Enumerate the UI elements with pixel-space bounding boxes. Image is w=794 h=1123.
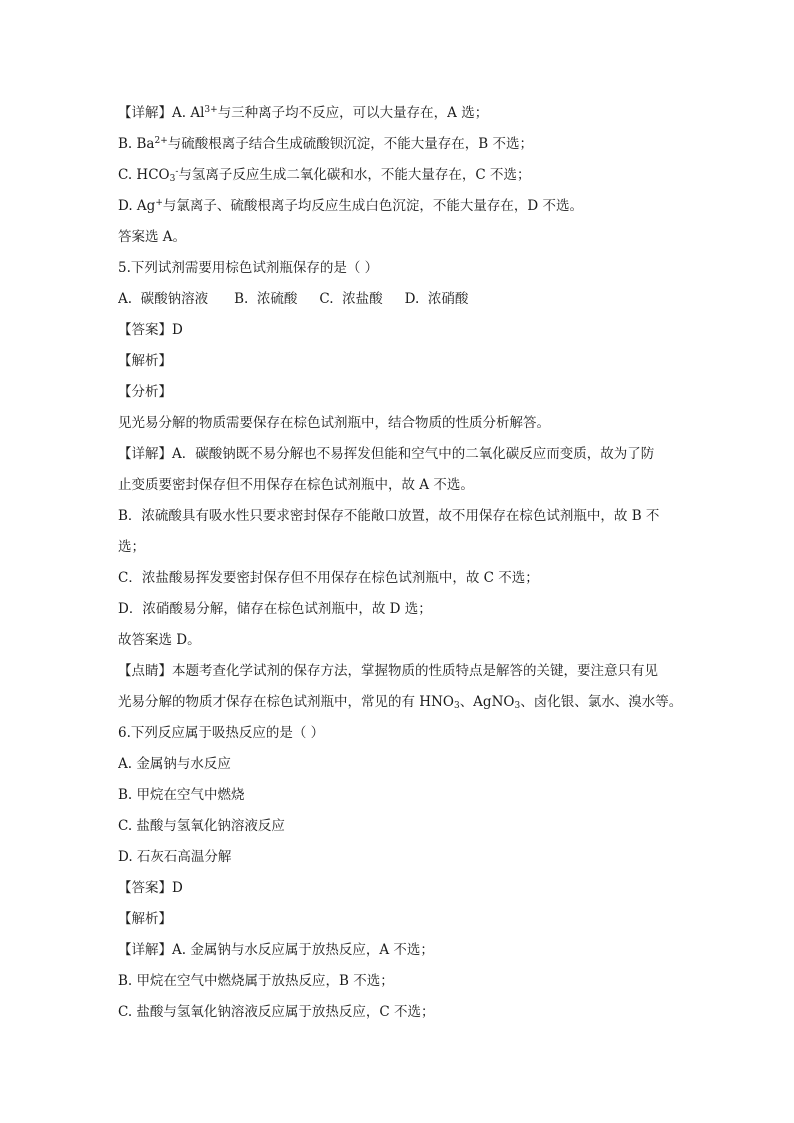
option-c: C. 浓盐酸 <box>319 291 383 307</box>
document-body <box>118 98 684 1028</box>
text-line <box>118 687 684 718</box>
option-c: C. 盐酸与氢氧化钠溶液反应 <box>118 818 285 834</box>
option-d: D. 浓硝酸 <box>404 291 469 307</box>
text-line <box>118 98 684 129</box>
analysis-label: 【解析】 <box>118 353 172 369</box>
text-run: C. HCO <box>118 167 170 183</box>
text-run: 光易分解的物质才保存在棕色试剂瓶中，常见的有 HNO <box>118 694 454 710</box>
text-line: 见光易分解的物质需要保存在棕色试剂瓶中，结合物质的性质分析解答。 <box>118 415 550 431</box>
text-line: 止变质要密封保存但不用保存在棕色试剂瓶中，故 A 不选。 <box>118 477 474 493</box>
text-line: C. 盐酸与氢氧化钠溶液反应属于放热反应，C 不选； <box>118 1004 435 1020</box>
option-b: B. 甲烷在空气中燃烧 <box>118 787 245 803</box>
text-run: 【详解】A. Al <box>118 105 205 121</box>
text-run: 、卤化银、氯水、溴水等。 <box>520 694 683 710</box>
text-run: 、AgNO <box>459 694 515 710</box>
text-line: D．浓硝酸易分解，储存在棕色试剂瓶中，故 D 选； <box>118 601 432 617</box>
superscript: - <box>175 167 179 177</box>
option-d: D. 石灰石高温分解 <box>118 849 232 865</box>
option-a: A. 碳酸钠溶液 <box>118 291 209 307</box>
text-line: B. 甲烷在空气中燃烧属于放热反应，B 不选； <box>118 973 394 989</box>
subscript: 3 <box>514 701 521 711</box>
answer-summary: 答案选 A。 <box>118 229 187 245</box>
answer-label: 【答案】D <box>118 322 183 338</box>
text-line: B．浓硫酸具有吸水性只要求密封保存不能敞口放置，故不用保存在棕色试剂瓶中，故 B 不 <box>118 508 660 524</box>
text-run: B. Ba <box>118 136 155 152</box>
text-line <box>118 191 684 222</box>
text-run: 与氢离子反应生成二氧化碳和水，不能大量存在，C 不选； <box>178 167 531 183</box>
text-line <box>118 129 684 160</box>
text-line: 故答案选 D。 <box>118 632 201 648</box>
superscript: + <box>155 198 163 208</box>
text-run: 与氯离子、硫酸根离子均反应生成白色沉淀，不能大量存在，D 不选。 <box>162 198 583 214</box>
text-line: 【详解】A．碳酸钠既不易分解也不易挥发但能和空气中的二氧化碳反应而变质，故为了防 <box>118 446 655 462</box>
text-line: 选； <box>118 539 145 555</box>
subscript: 3 <box>453 701 460 711</box>
text-line: 【详解】A. 金属钠与水反应属于放热反应，A 不选； <box>118 942 434 958</box>
question-5-options <box>118 284 684 315</box>
option-a: A. 金属钠与水反应 <box>118 756 231 772</box>
text-run: 与三种离子均不反应，可以大量存在，A 选； <box>217 105 489 121</box>
question-5: 5.下列试剂需要用棕色试剂瓶保存的是（ ） <box>118 260 379 276</box>
option-b: B. 浓硫酸 <box>234 291 298 307</box>
analysis-label: 【解析】 <box>118 911 172 927</box>
text-run: 与硫酸根离子结合生成硫酸钡沉淀，不能大量存在，B 不选； <box>167 136 533 152</box>
text-run: D. Ag <box>118 198 156 214</box>
superscript: 3+ <box>204 105 218 115</box>
analysis-sub-label: 【分析】 <box>118 384 172 400</box>
question-6: 6.下列反应属于吸热反应的是（ ） <box>118 725 325 741</box>
subscript: 3 <box>169 174 176 184</box>
text-line: C．浓盐酸易挥发要密封保存但不用保存在棕色试剂瓶中，故 C 不选； <box>118 570 539 586</box>
answer-label: 【答案】D <box>118 880 183 896</box>
superscript: 2+ <box>154 136 168 146</box>
text-line: 【点睛】本题考查化学试剂的保存方法，掌握物质的性质特点是解答的关键，要注意只有见 <box>118 663 658 679</box>
text-line <box>118 160 684 191</box>
